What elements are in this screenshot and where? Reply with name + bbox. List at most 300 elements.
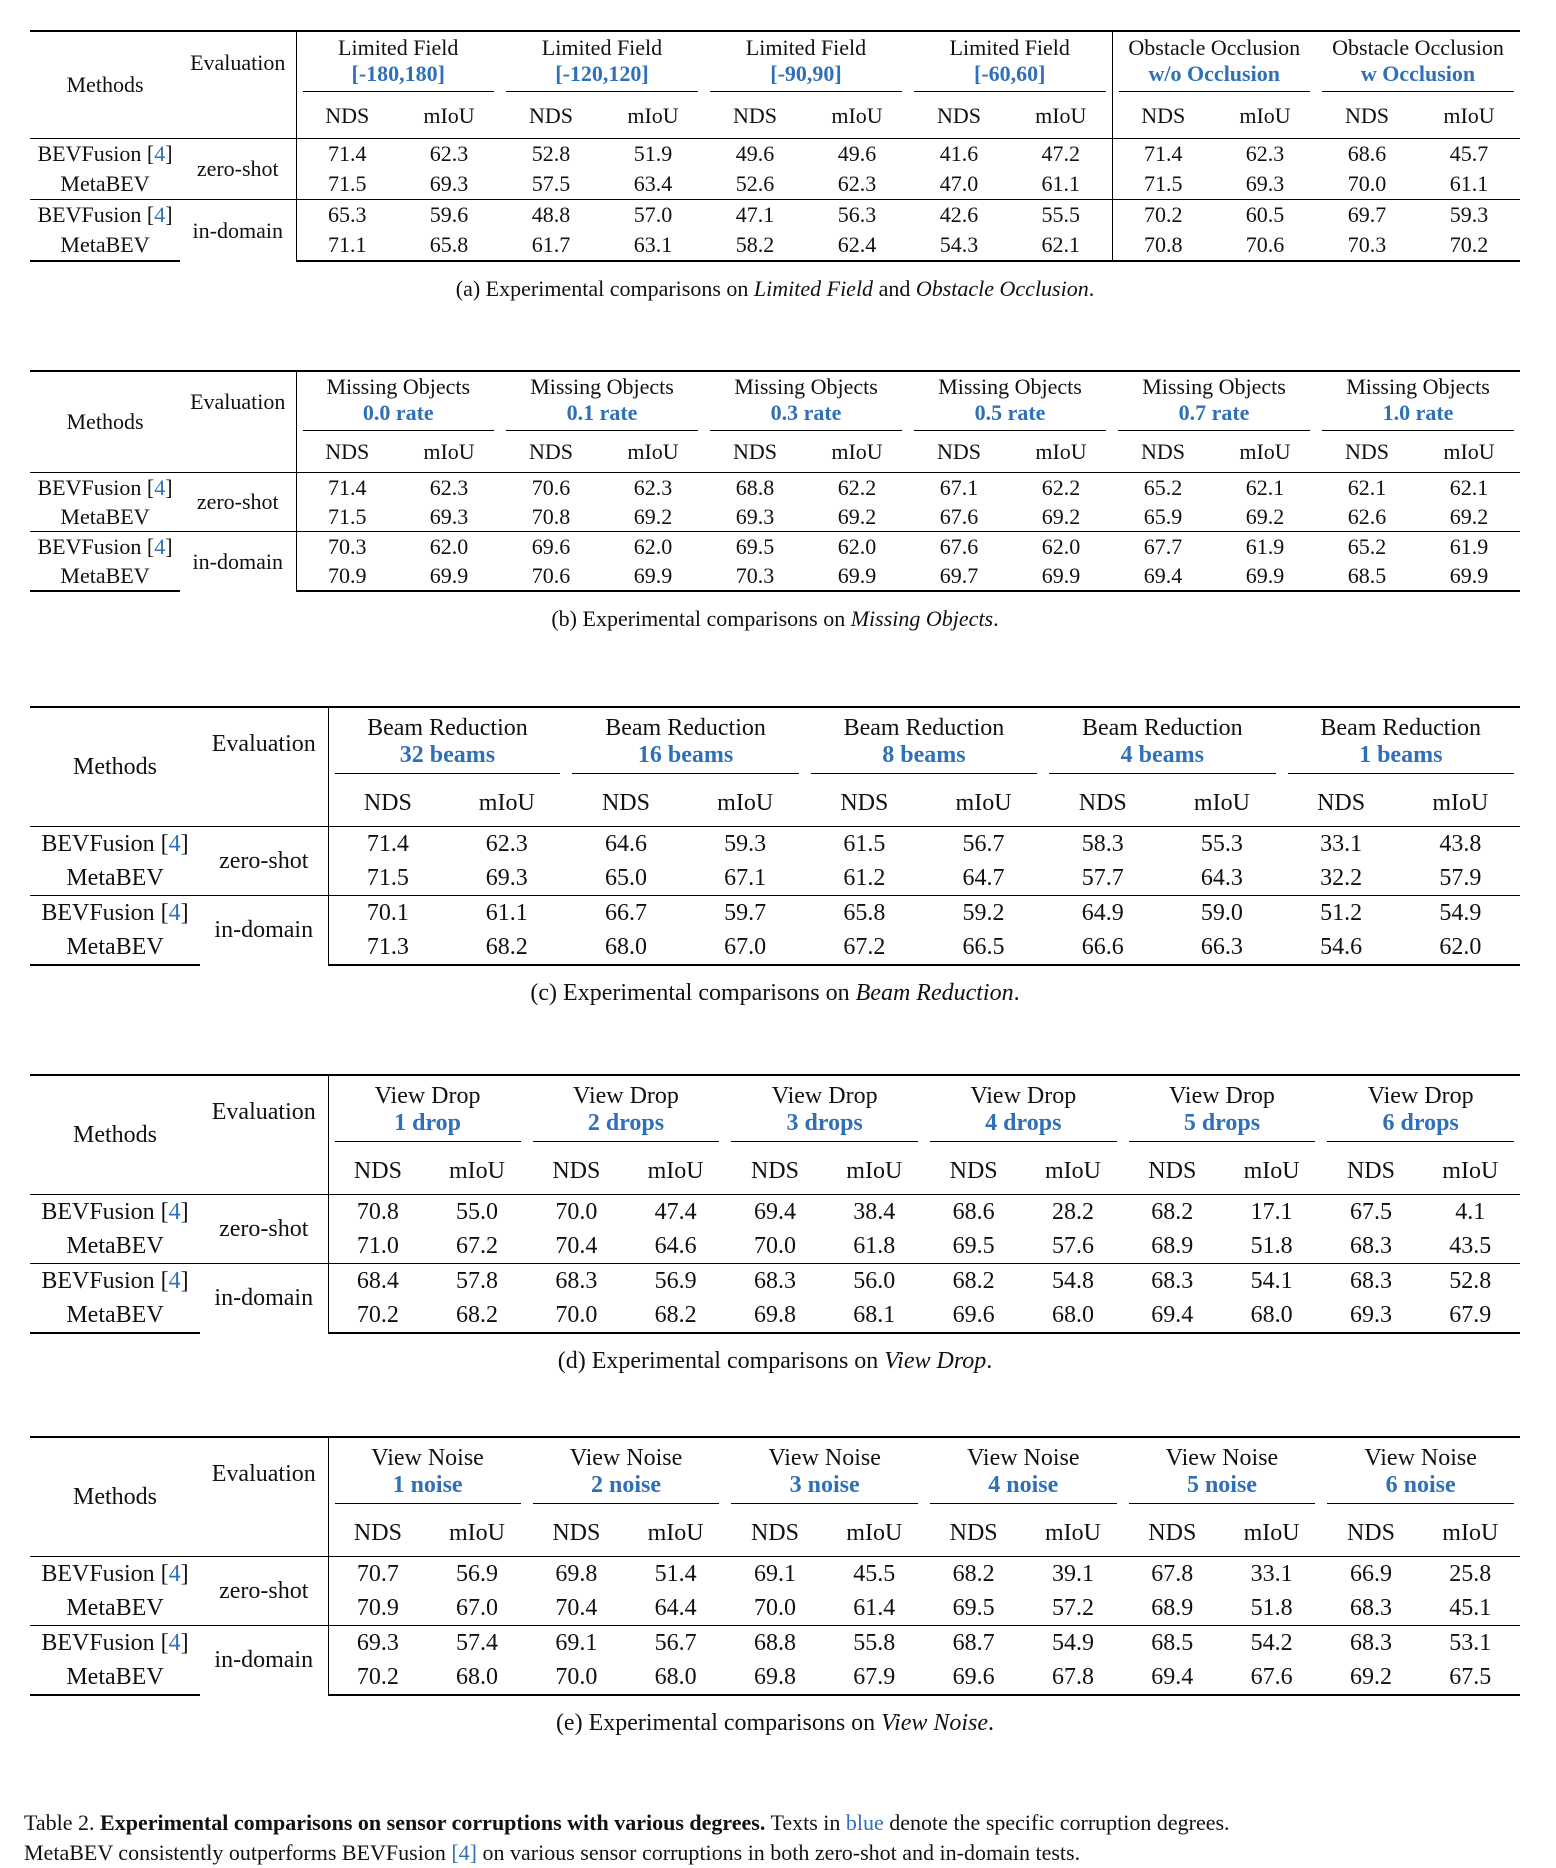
caption-emphasis: Beam Reduction <box>855 980 1014 1006</box>
value-cell: 62.3 <box>602 473 704 503</box>
results-table-e <box>30 1436 1520 1696</box>
metric-header: NDS <box>732 103 777 128</box>
value-cell: 70.0 <box>527 1195 626 1230</box>
value-cell: 57.5 <box>531 171 571 196</box>
caption-prefix: (b) Experimental comparisons on <box>551 606 851 631</box>
value-cell: 70.1 <box>328 896 447 931</box>
method-cell <box>30 561 180 591</box>
method-cell <box>30 930 200 965</box>
group-degree: w Occlusion <box>1360 60 1476 86</box>
method-name: BEVFusion <box>37 474 142 500</box>
value-cell: 41.6 <box>908 139 1010 170</box>
value-cell: 70.7 <box>328 1557 427 1592</box>
value-cell: 57.0 <box>602 200 704 231</box>
value-cell: 65.2 <box>1112 473 1214 503</box>
evaluation-cell <box>180 532 296 592</box>
value-cell: 70.0 <box>1347 171 1387 196</box>
group-header <box>908 371 1112 432</box>
table-row <box>30 139 1520 170</box>
method-cell: BEVFusion [4] <box>30 1557 200 1592</box>
method-name: MetaBEV <box>60 503 150 529</box>
group-degree: 0.5 rate <box>974 399 1046 425</box>
value-cell: 69.2 <box>1041 503 1081 529</box>
caption-emphasis: Limited Field <box>753 276 874 301</box>
group-degree: 0.7 rate <box>1178 399 1250 425</box>
value-cell: 71.5 <box>328 503 367 529</box>
group-title: View Noise <box>371 1444 484 1471</box>
metric-header: NDS <box>528 103 573 128</box>
value-cell: 43.8 <box>1401 827 1520 862</box>
evaluation-mode: zero-shot <box>196 156 279 181</box>
citation-link[interactable]: 4 <box>154 202 166 227</box>
value-cell: 65.3 <box>296 200 398 231</box>
methods-label: Methods <box>73 1483 157 1510</box>
metric-header: NDS <box>353 1519 402 1546</box>
citation-link[interactable]: 4 <box>168 830 181 857</box>
group-title: Limited Field <box>338 34 459 60</box>
value-cell: 68.2 <box>924 1264 1023 1299</box>
value-cell: 68.3 <box>1321 1626 1420 1661</box>
value-cell: 69.6 <box>500 532 602 562</box>
evaluation-mode: in-domain <box>214 1647 314 1673</box>
group-title: View Noise <box>967 1444 1080 1471</box>
value-cell: 69.4 <box>725 1195 824 1230</box>
value-cell: 70.0 <box>527 1660 626 1695</box>
value-cell: 39.1 <box>1023 1557 1122 1592</box>
value-cell: 69.4 <box>1123 1660 1222 1695</box>
metric-header: mIoU <box>1442 1157 1499 1184</box>
group-title: Missing Objects <box>734 373 878 399</box>
value-cell: 61.9 <box>1214 532 1316 562</box>
value-cell: 56.7 <box>924 827 1043 862</box>
metric-header: mIoU <box>1443 439 1495 464</box>
caption-suffix: . <box>1088 276 1095 301</box>
group-degree: 5 noise <box>1186 1471 1257 1498</box>
method-name: MetaBEV <box>60 232 150 257</box>
value-cell: 68.8 <box>725 1626 824 1661</box>
value-cell: 67.6 <box>939 503 979 529</box>
evaluation-label: Evaluation <box>211 1460 316 1487</box>
value-cell: 47.1 <box>704 200 806 231</box>
value-cell: 62.0 <box>1401 930 1520 965</box>
metric-header: NDS <box>528 439 573 464</box>
group-degree: [-90,90] <box>770 60 842 86</box>
value-cell: 68.9 <box>1151 1594 1194 1621</box>
metric-header: NDS <box>936 103 981 128</box>
subtable-c <box>30 706 1520 1007</box>
table-row <box>30 1557 1520 1592</box>
value-cell: 68.2 <box>447 930 566 965</box>
subtable-a <box>30 30 1520 302</box>
value-cell: 69.9 <box>806 561 908 591</box>
group-header <box>500 31 704 94</box>
citation-link[interactable]: 4 <box>154 474 166 500</box>
value-cell: 62.3 <box>837 171 877 196</box>
value-cell: 57.8 <box>427 1264 526 1299</box>
method-name: BEVFusion <box>37 202 142 227</box>
method-name: BEVFusion <box>37 533 142 559</box>
value-cell: 59.3 <box>1418 200 1520 231</box>
value-cell: 70.0 <box>527 1298 626 1333</box>
evaluation-mode: in-domain <box>192 217 283 243</box>
value-cell: 71.5 <box>328 171 367 196</box>
value-cell: 71.0 <box>356 1232 399 1259</box>
value-cell: 70.6 <box>500 473 602 503</box>
group-degree: 0.1 rate <box>566 399 638 425</box>
group-header <box>725 1437 924 1510</box>
method-name: BEVFusion <box>41 899 155 926</box>
method-name: BEVFusion <box>37 141 142 166</box>
evaluation-cell <box>200 896 328 966</box>
value-cell: 68.8 <box>704 473 806 503</box>
metric-header: NDS <box>601 789 650 816</box>
value-cell: 51.9 <box>602 139 704 170</box>
table-row <box>30 896 1520 931</box>
group-title: Missing Objects <box>1142 373 1286 399</box>
metric-header: NDS <box>363 789 412 816</box>
value-cell: 70.8 <box>1112 230 1214 261</box>
value-cell: 67.2 <box>805 930 924 965</box>
method-cell <box>30 169 180 200</box>
value-cell: 69.9 <box>1418 561 1520 591</box>
group-title: Missing Objects <box>530 373 674 399</box>
value-cell: 54.2 <box>1222 1626 1321 1661</box>
value-cell: 28.2 <box>1023 1195 1122 1230</box>
value-cell: 55.8 <box>825 1626 924 1661</box>
group-title: Obstacle Occlusion <box>1128 34 1301 60</box>
value-cell: 65.9 <box>1143 503 1183 529</box>
metric-header: NDS <box>732 439 777 464</box>
value-cell: 59.0 <box>1162 896 1281 931</box>
value-cell: 54.9 <box>1401 896 1520 931</box>
value-cell: 68.0 <box>566 930 685 965</box>
caption-bold: Experimental comparisons on sensor corruptions with various degrees. <box>100 1810 766 1835</box>
methods-header <box>30 1075 200 1195</box>
group-title: View Noise <box>1165 1444 1279 1471</box>
value-cell: 64.3 <box>1200 864 1243 891</box>
subtable-caption <box>30 606 1520 632</box>
method-name: BEVFusion <box>41 1267 155 1294</box>
metric-header: mIoU <box>1432 789 1489 816</box>
value-cell: 66.6 <box>1043 930 1162 965</box>
group-title: View Drop <box>573 1082 679 1109</box>
value-cell: 42.6 <box>908 200 1010 231</box>
group-header <box>328 707 566 780</box>
group-degree: 3 drops <box>786 1109 863 1136</box>
value-cell: 55.0 <box>427 1195 526 1230</box>
citation-link[interactable]: 4 <box>168 899 181 926</box>
value-cell: 51.8 <box>1250 1232 1293 1259</box>
metric-header: mIoU <box>627 439 679 464</box>
caption-emphasis: Missing Objects <box>850 606 994 631</box>
method-cell: BEVFusion [4] <box>30 827 200 862</box>
value-cell: 49.6 <box>704 139 806 170</box>
value-cell: 68.3 <box>725 1264 824 1299</box>
caption-text-2: denote the specific corruption degrees. <box>889 1810 1230 1835</box>
value-cell: 63.1 <box>602 230 704 261</box>
value-cell: 67.0 <box>686 930 805 965</box>
results-table-a <box>30 30 1520 262</box>
method-name: BEVFusion <box>41 1629 155 1656</box>
evaluation-mode: in-domain <box>214 917 314 943</box>
value-cell: 70.3 <box>704 561 806 591</box>
metric-header: mIoU <box>647 1157 704 1184</box>
value-cell: 49.6 <box>806 139 908 170</box>
group-degree: [-120,120] <box>555 60 649 86</box>
citation-link[interactable]: 4 <box>154 141 166 166</box>
metric-header: NDS <box>1344 103 1389 128</box>
caption-emphasis: View Noise <box>881 1710 989 1736</box>
group-degree: 8 beams <box>882 741 966 768</box>
value-cell: 61.8 <box>853 1232 896 1259</box>
value-cell: 47.2 <box>1010 139 1112 170</box>
value-cell: 68.3 <box>1349 1594 1392 1621</box>
group-header <box>1123 1075 1322 1148</box>
group-title: Limited Field <box>745 34 867 60</box>
value-cell: 47.4 <box>626 1195 725 1230</box>
value-cell: 45.5 <box>825 1557 924 1592</box>
value-cell: 68.0 <box>427 1660 526 1695</box>
methods-label: Methods <box>73 753 157 780</box>
metric-header: mIoU <box>448 1519 505 1546</box>
value-cell: 69.3 <box>1245 171 1285 196</box>
value-cell: 68.0 <box>1222 1298 1321 1333</box>
group-degree: 2 drops <box>587 1109 665 1136</box>
citation-link[interactable]: 4 <box>168 1267 181 1294</box>
metric-header: NDS <box>1112 94 1214 139</box>
metric-header: NDS <box>750 1519 799 1546</box>
evaluation-label: Evaluation <box>211 730 316 757</box>
group-degree: 3 noise <box>789 1471 860 1498</box>
method-name: MetaBEV <box>66 864 164 891</box>
value-cell: 68.2 <box>924 1557 1023 1592</box>
value-cell: 62.3 <box>1214 139 1316 170</box>
group-degree: 32 beams <box>399 741 496 768</box>
value-cell: 70.2 <box>1418 230 1520 261</box>
citation-link[interactable]: 4 <box>168 1629 181 1656</box>
method-cell <box>30 861 200 896</box>
evaluation-cell <box>180 200 296 262</box>
value-cell: 17.1 <box>1222 1195 1321 1230</box>
method-name: MetaBEV <box>66 1301 164 1328</box>
group-header <box>527 1075 726 1148</box>
value-cell: 66.9 <box>1321 1557 1420 1592</box>
method-cell <box>30 230 180 261</box>
value-cell: 56.9 <box>626 1264 725 1299</box>
evaluation-cell <box>200 827 328 896</box>
value-cell: 69.2 <box>1449 503 1489 529</box>
metric-header: mIoU <box>1243 1519 1300 1546</box>
method-cell <box>30 1298 200 1333</box>
metric-header: mIoU <box>955 789 1012 816</box>
value-cell: 64.4 <box>654 1594 697 1621</box>
caption-emphasis-2: Obstacle Occlusion <box>915 276 1089 301</box>
group-header <box>296 31 500 94</box>
value-cell: 54.3 <box>908 230 1010 261</box>
group-degree: 1 beams <box>1359 741 1443 768</box>
table-row <box>30 532 1520 562</box>
group-header <box>1316 31 1520 94</box>
value-cell: 69.1 <box>725 1557 824 1592</box>
method-name: BEVFusion <box>41 1560 155 1587</box>
value-cell: 67.9 <box>1421 1298 1520 1333</box>
group-header <box>1112 31 1316 94</box>
value-cell: 68.3 <box>1349 1232 1392 1259</box>
value-cell: 67.7 <box>1112 532 1214 562</box>
group-header <box>1316 371 1520 432</box>
methods-label: Methods <box>73 1121 157 1148</box>
metric-header: NDS <box>325 439 370 464</box>
group-header <box>328 1075 527 1148</box>
value-cell: 69.8 <box>527 1557 626 1592</box>
evaluation-header <box>200 1437 328 1510</box>
value-cell: 68.2 <box>427 1298 526 1333</box>
value-cell: 62.0 <box>398 532 500 562</box>
method-cell: BEVFusion [4] <box>30 1626 200 1661</box>
value-cell: 68.3 <box>1123 1264 1222 1299</box>
evaluation-cell <box>200 1557 328 1626</box>
value-cell: 69.6 <box>924 1298 1023 1333</box>
evaluation-mode: in-domain <box>192 548 283 574</box>
method-cell: BEVFusion [4] <box>30 473 180 503</box>
group-title: View Drop <box>1169 1082 1275 1109</box>
group-degree: 16 beams <box>637 741 734 768</box>
citation-link[interactable]: 4 <box>168 1560 181 1587</box>
value-cell: 69.2 <box>837 503 877 529</box>
citation-link[interactable]: 4 <box>168 1198 181 1225</box>
value-cell: 62.2 <box>806 473 908 503</box>
value-cell: 55.5 <box>1010 200 1112 231</box>
value-cell: 59.6 <box>398 200 500 231</box>
caption-suffix: . <box>986 1348 993 1374</box>
value-cell: 43.5 <box>1449 1232 1492 1259</box>
metric-header: NDS <box>1148 1157 1197 1184</box>
methods-header <box>30 371 180 473</box>
value-cell: 62.1 <box>1418 473 1520 503</box>
value-cell: 69.6 <box>924 1660 1023 1695</box>
value-cell: 71.1 <box>296 230 398 261</box>
group-degree: [-60,60] <box>974 60 1046 86</box>
value-cell: 68.6 <box>1316 139 1418 170</box>
group-degree: 1 drop <box>394 1109 462 1136</box>
group-title: Missing Objects <box>326 373 471 399</box>
methods-label: Methods <box>66 72 144 97</box>
method-cell: BEVFusion [4] <box>30 139 180 170</box>
method-cell: BEVFusion [4] <box>30 200 180 231</box>
value-cell: 67.5 <box>1321 1195 1420 1230</box>
subtable-caption <box>30 980 1520 1007</box>
method-cell <box>30 1591 200 1626</box>
group-degree: 1 noise <box>392 1471 463 1498</box>
value-cell: 68.5 <box>1123 1626 1222 1661</box>
methods-header <box>30 31 180 139</box>
value-cell: 64.6 <box>654 1232 697 1259</box>
caption-emphasis: View Drop <box>884 1348 987 1374</box>
method-name: BEVFusion <box>41 1198 155 1225</box>
value-cell: 54.1 <box>1222 1264 1321 1299</box>
value-cell: 69.5 <box>704 532 806 562</box>
value-cell: 61.9 <box>1418 532 1520 562</box>
value-cell: 67.9 <box>825 1660 924 1695</box>
value-cell: 69.2 <box>633 503 673 529</box>
value-cell: 70.8 <box>531 503 571 529</box>
value-cell: 71.4 <box>296 139 398 170</box>
method-cell <box>30 502 180 532</box>
value-cell: 71.4 <box>328 827 447 862</box>
group-header <box>500 371 704 432</box>
value-cell: 67.8 <box>1123 1557 1222 1592</box>
group-title: Obstacle Occlusion <box>1332 34 1504 60</box>
method-cell <box>30 1660 200 1695</box>
evaluation-header <box>180 31 296 94</box>
value-cell: 70.3 <box>296 532 398 562</box>
group-header <box>566 707 804 780</box>
caption-text-1: Texts in <box>770 1810 841 1835</box>
subtable-caption <box>30 1348 1520 1375</box>
value-cell: 70.3 <box>1316 230 1418 261</box>
value-cell: 70.6 <box>1214 230 1316 261</box>
value-cell: 52.8 <box>1421 1264 1520 1299</box>
value-cell: 69.9 <box>1010 561 1112 591</box>
value-cell: 69.9 <box>602 561 704 591</box>
value-cell: 69.7 <box>1316 200 1418 231</box>
group-degree: 4 noise <box>988 1471 1059 1498</box>
group-degree: 2 noise <box>590 1471 661 1498</box>
value-cell: 69.2 <box>1245 503 1285 529</box>
value-cell: 57.2 <box>1051 1594 1094 1621</box>
metric-header: NDS <box>1344 439 1389 464</box>
metric-header: mIoU <box>478 789 535 816</box>
metric-header: mIoU <box>831 439 883 464</box>
citation-link[interactable]: 4 <box>154 533 166 559</box>
value-cell: 68.1 <box>825 1298 924 1333</box>
value-cell: 69.3 <box>328 1626 427 1661</box>
group-header <box>1282 707 1521 780</box>
metric-header: mIoU <box>647 1519 704 1546</box>
value-cell: 64.6 <box>566 827 685 862</box>
value-cell: 62.0 <box>602 532 704 562</box>
method-name: MetaBEV <box>60 562 150 588</box>
value-cell: 70.2 <box>328 1298 427 1333</box>
value-cell: 51.8 <box>1250 1594 1293 1621</box>
group-header <box>527 1437 726 1510</box>
value-cell: 67.0 <box>455 1594 498 1621</box>
caption-text-4: on various sensor corruptions in both zero-shot and in-domain tests. <box>482 1840 1081 1865</box>
value-cell: 63.4 <box>633 171 673 196</box>
value-cell: 65.8 <box>398 230 500 261</box>
evaluation-cell <box>180 139 296 200</box>
method-name: MetaBEV <box>66 933 164 960</box>
method-cell: BEVFusion [4] <box>30 896 200 931</box>
subtable-b <box>30 370 1520 632</box>
metric-header: NDS <box>1140 439 1185 464</box>
caption-cite[interactable]: [4] <box>451 1840 478 1865</box>
group-title: View Drop <box>374 1082 481 1109</box>
group-header <box>1123 1437 1322 1510</box>
group-title: View Noise <box>768 1444 881 1471</box>
value-cell: 58.2 <box>704 230 806 261</box>
group-degree: 4 beams <box>1120 741 1204 768</box>
value-cell: 70.9 <box>296 561 398 591</box>
metric-header: mIoU <box>1035 439 1087 464</box>
metric-header: NDS <box>325 103 370 128</box>
value-cell: 57.9 <box>1439 864 1482 891</box>
table-row <box>30 473 1520 503</box>
group-degree: w/o Occlusion <box>1148 60 1280 86</box>
metric-header: mIoU <box>423 439 475 464</box>
value-cell: 61.1 <box>447 896 566 931</box>
table-row <box>30 1264 1520 1299</box>
